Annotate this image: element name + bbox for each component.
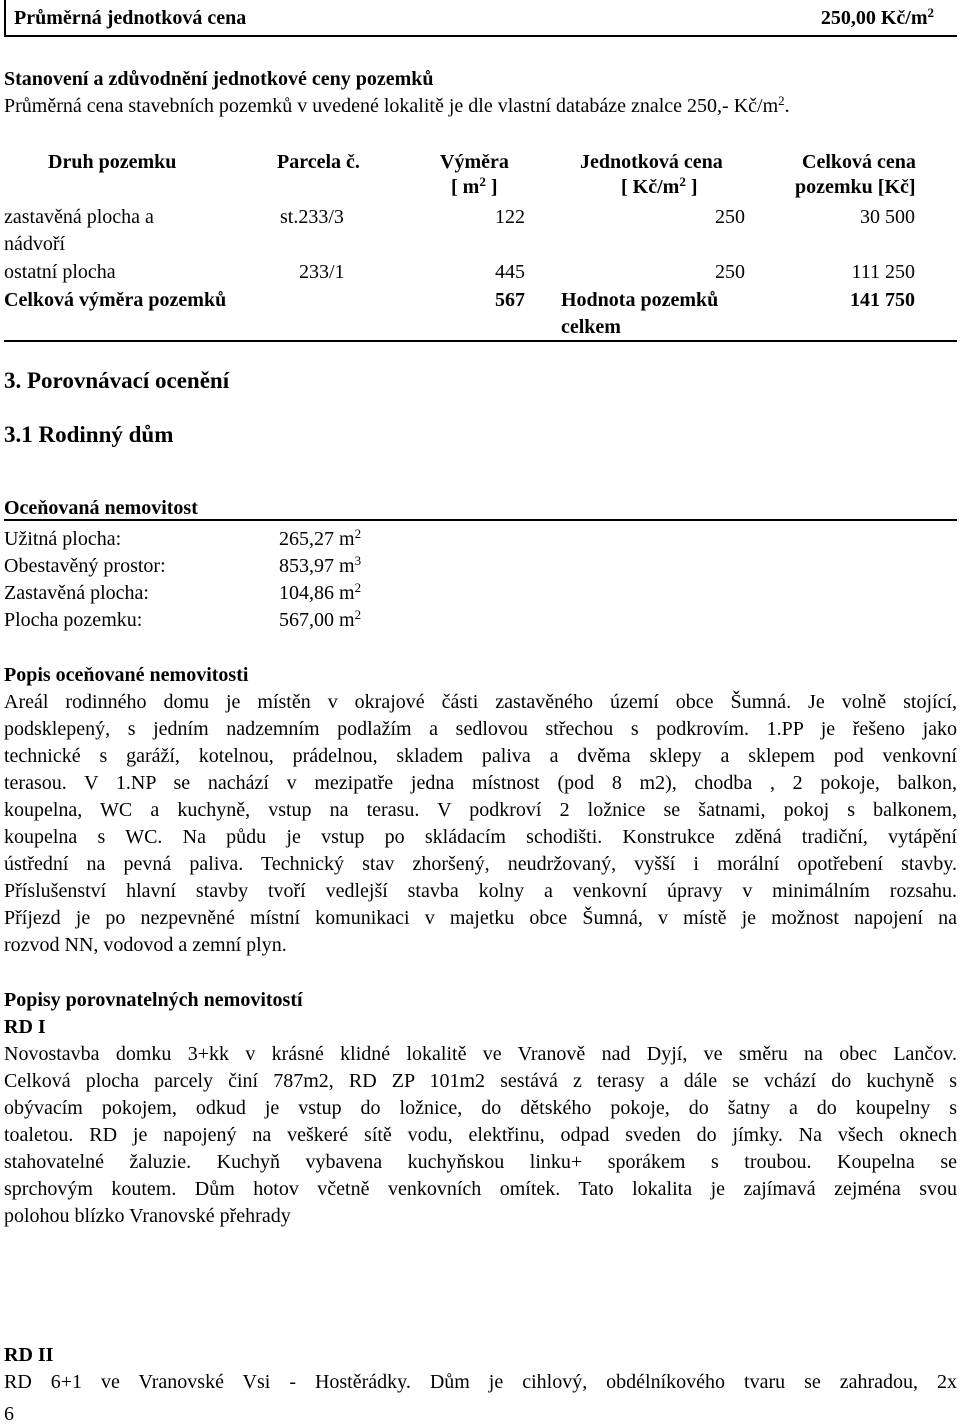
valued-property-heading: Oceňovaná nemovitost	[4, 497, 198, 519]
table-bottom-border	[4, 340, 957, 342]
summary-value-label: Hodnota pozemků	[561, 289, 719, 311]
section-3-heading: 3. Porovnávací ocenění	[4, 368, 230, 393]
th-unit-price-unit	[621, 174, 698, 198]
summary-area: 567	[495, 289, 525, 311]
th-type: Druh pozemku	[48, 151, 177, 173]
table-row-1-area: 122	[495, 206, 525, 228]
table-row-2-total: 111 250	[851, 261, 915, 283]
th-area-unit-sup: 2	[479, 174, 486, 189]
rd1-line-2: Celková plocha parcely činí 787m2, RD ZP 101m2 sestává z terasy a dále se vchází do kuchyně s	[4, 1070, 957, 1092]
property-item-3-value	[279, 580, 362, 604]
unit-price-text-sup: 2	[778, 93, 785, 108]
table-row-1-type: zastavěná plocha a	[4, 206, 154, 228]
th-total-unit: pozemku [Kč]	[795, 176, 916, 198]
unit-price-text-main: Průměrná cena stavebních pozemků v uvedené lokalitě je dle vlastní databáze znalce 250,- Kč/m	[4, 95, 779, 117]
price-box-value	[820, 5, 934, 29]
table-row-1-type-2: nádvoří	[4, 233, 66, 255]
th-area: Výměra	[440, 151, 509, 173]
page-number: 6	[4, 1403, 14, 1425]
property-item-2-label: Obestavěný prostor:	[4, 555, 166, 577]
comparables-heading: Popisy porovnatelných nemovitostí	[4, 989, 303, 1011]
th-parcel: Parcela č.	[277, 151, 360, 173]
summary-value-label-2: celkem	[561, 316, 621, 338]
rd1-line-5: stahovatelné žaluzie. Kuchyň vybavena kuchyňskou linku+ sporákem s troubou. Koupelna se	[4, 1151, 957, 1173]
description-line-6: koupelna s WC. Na půdu je vstup po skládacím schodišti. Konstrukce zděná tradiční, vytápění	[4, 826, 957, 848]
valued-property-rule	[4, 519, 957, 521]
property-item-1-value-text: 265,27 m	[279, 528, 355, 550]
th-unit-price-unit-open: [ Kč/m	[621, 176, 680, 198]
price-box-bottom-border	[4, 35, 957, 37]
property-item-4-label: Plocha pozemku:	[4, 609, 143, 631]
description-line-8: Příslušenství hlavní stavby tvoří vedlejší stavba kolny a venkovní úpravy v minimálním rozsahu.	[4, 880, 957, 902]
price-box-value-sup: 2	[927, 5, 934, 20]
description-line-1: Areál rodinného domu je místěn v okrajové části zastavěného území obce Šumná. Je volně stojící,	[4, 691, 957, 713]
rd1-title: RD I	[4, 1016, 46, 1038]
th-area-unit	[451, 174, 498, 198]
rd1-line-4: toaletou. RD je napojený na veškeré sítě vodu, elektřinu, odpad sveden do jímky. Na všech oknech	[4, 1124, 957, 1146]
table-row-1-unit-price: 250	[715, 206, 745, 228]
unit-price-text-end: .	[784, 95, 790, 117]
property-item-1-value-sup: 2	[354, 526, 362, 541]
table-row-1-total: 30 500	[860, 206, 915, 228]
property-item-3-label: Zastavěná plocha:	[4, 582, 149, 604]
th-unit-price-unit-sup: 2	[679, 174, 686, 189]
summary-total: 141 750	[850, 289, 915, 311]
unit-price-heading: Stanovení a zdůvodnění jednotkové ceny pozemků	[4, 68, 434, 90]
property-item-4-value-text: 567,00 m	[279, 609, 355, 631]
rd1-line-3: obývacím pokojem, odkud je vstup do ložnice, do dětského pokoje, do šatny a do koupelny s	[4, 1097, 957, 1119]
price-box-left-border	[4, 0, 6, 36]
rd1-line-6: sprchovým koutem. Dům hotov včetně venkovních omítek. Tato lokalita je zajímavá zejména svou	[4, 1178, 957, 1200]
description-line-2: podsklepený, s jedním nadzemním podlažím a sedlovou střechou s podkrovím. 1.PP je řešeno jako	[4, 718, 957, 740]
th-unit-price: Jednotková cena	[580, 151, 723, 173]
price-box-label: Průměrná jednotková cena	[14, 7, 247, 29]
price-box-value-text: 250,00 Kč/m	[820, 7, 928, 29]
rd1-line-7: polohou blízko Vranovské přehrady	[4, 1205, 291, 1227]
table-row-2-unit-price: 250	[715, 261, 745, 283]
table-row-2-parcel: 233/1	[299, 261, 345, 283]
rd2-title: RD II	[4, 1344, 54, 1366]
property-item-1-value	[279, 526, 362, 550]
rd1-line-1: Novostavba domku 3+kk v krásné klidné lokalitě ve Vranově nad Dyjí, ve směru na obec Lančov.	[4, 1043, 957, 1065]
summary-label: Celková výměra pozemků	[4, 289, 227, 311]
property-item-4-value-sup: 2	[354, 607, 362, 622]
property-item-3-value-text: 104,86 m	[279, 582, 355, 604]
th-unit-price-unit-close: ]	[685, 176, 698, 198]
rd2-line-1: RD 6+1 ve Vranovské Vsi - Hostěrádky. Dům je cihlový, obdélníkového tvaru se zahradou, 2x	[4, 1371, 957, 1393]
property-item-2-value-text: 853,97 m	[279, 555, 355, 577]
property-item-2-value	[279, 553, 362, 577]
description-line-3: technické s garáží, kotelnou, prádelnou, skladem paliva a dvěma sklepy a sklepem pod venkovní	[4, 745, 957, 767]
description-line-10: rozvod NN, vodovod a zemní plyn.	[4, 934, 287, 956]
section-3-1-heading: 3.1 Rodinný dům	[4, 422, 174, 447]
th-area-unit-close: ]	[485, 176, 498, 198]
description-line-9: Příjezd je po nezpevněné místní komunikaci v majetku obce Šumná, v místě je možnost napojení na	[4, 907, 957, 929]
table-row-1-parcel: st.233/3	[280, 206, 344, 228]
description-line-7: ústřední na pevná paliva. Technický stav zhoršený, neudržovaný, vyšší i morální opotřebení stavby.	[4, 853, 957, 875]
property-item-4-value	[279, 607, 362, 631]
description-line-5: koupelna, WC a kuchyně, vstup na terasu. V podkroví 2 ložnice se šatnami, pokoj s balkonem,	[4, 799, 957, 821]
unit-price-text	[4, 93, 790, 117]
property-item-1-label: Užitná plocha:	[4, 528, 122, 550]
th-total: Celková cena	[802, 151, 916, 173]
th-area-unit-open: [ m	[451, 176, 480, 198]
table-row-2-type: ostatní plocha	[4, 261, 116, 283]
property-item-2-value-sup: 3	[354, 553, 362, 568]
description-line-4: terasou. V 1.NP se nachází v mezipatře jedna místnost (pod 8 m2), chodba , 2 pokoje, balkon,	[4, 772, 957, 794]
property-item-3-value-sup: 2	[354, 580, 362, 595]
table-row-2-area: 445	[495, 261, 525, 283]
description-heading: Popis oceňované nemovitosti	[4, 664, 249, 686]
